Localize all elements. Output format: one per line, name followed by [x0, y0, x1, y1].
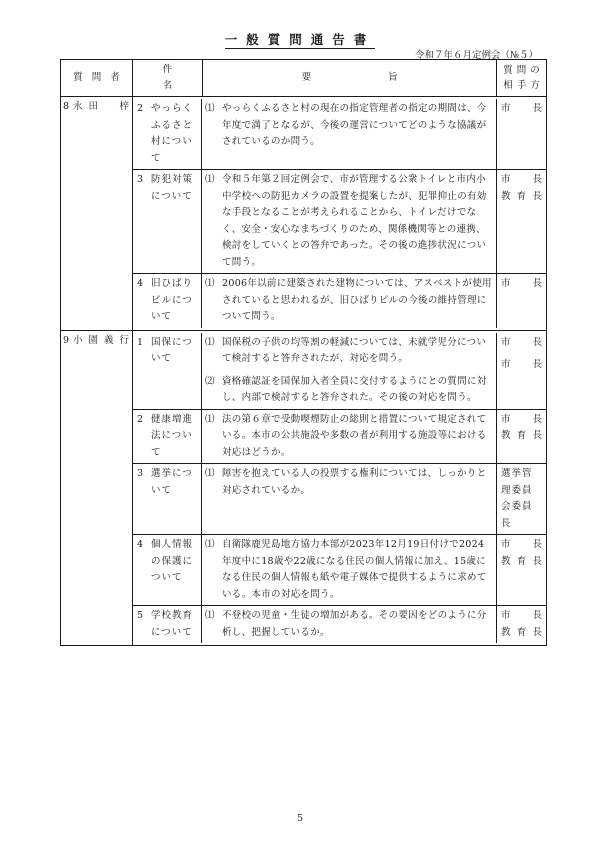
item-number: 2: [137, 103, 144, 114]
item-gist: [202, 274, 497, 328]
target-name: 教 育 長: [501, 190, 542, 202]
gist-point-number: ⑴: [205, 539, 215, 550]
item-subject-text: 国保について: [151, 336, 193, 364]
item-gist: [202, 333, 497, 409]
questioner-name: 小園義行: [73, 334, 136, 346]
target-name: 市 長: [501, 359, 542, 370]
target-name: 教 育 長: [501, 430, 542, 441]
target-name: 市 長: [501, 278, 542, 289]
gist-point-number: ⑴: [205, 413, 215, 425]
question-item: [133, 99, 546, 169]
gist-point: [205, 276, 493, 326]
item-subject-text: 旧ひばりビルについて: [151, 278, 194, 322]
item-gist: [202, 410, 497, 464]
item-subject: [133, 535, 202, 605]
gist-point-text: 2006年以前に建築された建物については、アスベストが使用されていると思われるが、旧ひばりビルの今後の維持管理について問う。: [222, 278, 492, 322]
gist-point-text: やっらくふるさと村の現在の指定管理者の指定の期間は、今年度で満了となるが、今後の運営についてどのような協議がされているのか問う。: [222, 103, 487, 147]
header-gist: 要 旨: [203, 60, 497, 96]
gist-point-text: 障害を抱えている人の投票する権利については、しっかりと対応されているか。: [222, 468, 487, 496]
gist-point-text: 法の第６章で受動喫煙防止の総則と措置について規定されている。本市の公共施設や多数の者が利用する施設等における対応はどうか。: [222, 413, 487, 458]
item-targets: [497, 535, 546, 605]
target-name: 市 長: [501, 174, 542, 185]
item-subject-text: 健康増進法について: [151, 413, 194, 458]
item-subject: [133, 170, 202, 273]
questioner-row: [61, 330, 547, 646]
question-item: [133, 534, 546, 605]
question-table: [60, 59, 547, 646]
item-gist: [202, 606, 497, 643]
session-label: 令和７年６月定例会（№５）: [415, 50, 538, 61]
item-gist: [202, 464, 497, 534]
gist-point: [205, 466, 493, 499]
item-number: 1: [137, 336, 144, 348]
gist-point: [205, 172, 493, 271]
item-targets: [497, 333, 546, 409]
question-item: [133, 409, 546, 464]
questioner-cell: [61, 97, 136, 331]
item-targets: [497, 606, 546, 643]
questioner-cell: [61, 330, 136, 646]
item-subject-text: 個人情報の保護について: [151, 539, 194, 583]
gist-point-number: ⑴: [205, 103, 215, 114]
target-name: 教 育 長: [501, 555, 542, 567]
gist-point: [205, 537, 493, 603]
gist-point-number: ⑴: [205, 174, 215, 185]
target-name: 市 長: [501, 539, 542, 550]
item-gist: [202, 170, 497, 273]
gist-point: [205, 608, 493, 641]
question-item: [133, 605, 546, 643]
gist-point-text: 自衛隊鹿児島地方協力本部が2023年12月19日付けで2024年度中に18歳や22歳になる住民の個人情報に加え、15歳になる住民の個人情報も紙や電子媒体で提供するように求めている。本市の対応を問う。: [222, 539, 487, 600]
item-gist: [202, 535, 497, 605]
question-item: [133, 333, 546, 409]
item-number: 2: [137, 413, 144, 425]
gist-point-number: ⑴: [205, 610, 215, 621]
item-subject: [133, 606, 202, 643]
gist-point: [205, 412, 493, 462]
item-subject-text: やっらくふるさと村について: [151, 103, 194, 164]
item-number: 4: [137, 539, 144, 550]
document-title: 一般質問通告書: [224, 32, 376, 47]
item-subject-text: 選挙について: [151, 468, 193, 496]
item-targets: [497, 410, 546, 464]
gist-point-text: 国保税の子供の均等割の軽減については、未就学児分について検討すると答弁されたが、対応を問う。: [222, 336, 487, 364]
page-number: 5: [296, 813, 304, 824]
item-number: 3: [137, 174, 144, 185]
question-item: [133, 463, 546, 534]
item-number: 5: [137, 610, 144, 621]
gist-point-number: ⑴: [205, 468, 215, 479]
target-name: 市 長: [501, 610, 542, 621]
item-targets: [497, 170, 546, 273]
gist-point: [205, 374, 493, 407]
target-name: 市 長: [501, 413, 542, 425]
item-number: 3: [137, 468, 144, 479]
target-name: 選挙管理委員会委員長: [501, 468, 533, 529]
target-name: 市 長: [501, 336, 542, 348]
table-header-row: [61, 60, 547, 97]
gist-point-text: 令和５年第２回定例会で、市が管理する公衆トイレと市内小中学校への防犯カメラの設置を提案したが、犯罪抑止の有効な手段となることが考えられることから、トイレだけでなく、安全・安心なまちづくりのため、関係機関等との連携、検討をしていくとの答弁であった。その後の進捗状況について問う。: [222, 174, 487, 268]
question-item: [133, 169, 546, 273]
header-target: 質問の 相手方: [503, 65, 544, 91]
questioner-name: 永田 梓: [73, 101, 136, 112]
item-targets: [497, 274, 546, 328]
gist-point: [205, 101, 493, 151]
item-subject: [133, 410, 202, 464]
header-questioner: 質問者: [61, 60, 133, 97]
header-subject: 件名: [133, 60, 203, 96]
target-name: 市 長: [501, 103, 542, 114]
gist-point: [205, 335, 493, 368]
item-subject: [133, 99, 202, 169]
question-item: [133, 273, 546, 328]
item-subject-text: 防犯対策について: [151, 174, 194, 202]
questioner-number: 8: [63, 101, 70, 112]
gist-point-text: 不登校の児童・生徒の増加がある。その要因をどのように分析し、把握しているか。: [222, 610, 487, 638]
gist-point-number: ⑴: [205, 336, 215, 348]
gist-point-number: ⑴: [205, 278, 215, 289]
item-subject: [133, 464, 202, 534]
gist-point-number: ⑵: [205, 375, 215, 387]
item-targets: [497, 99, 546, 169]
item-targets: [497, 464, 546, 534]
gist-point-text: 資格確認証を国保加入者全員に交付するようにとの質問に対し、内部で検討すると答弁された。その後の対応を問う。: [222, 375, 487, 403]
item-subject-text: 学校教育について: [151, 610, 194, 638]
target-name: 教 育 長: [501, 626, 542, 638]
item-subject: [133, 274, 202, 328]
questioner-row: [61, 97, 547, 331]
questioner-number: 9: [63, 334, 70, 346]
item-number: 4: [137, 278, 144, 289]
item-gist: [202, 99, 497, 169]
item-subject: [133, 333, 202, 409]
